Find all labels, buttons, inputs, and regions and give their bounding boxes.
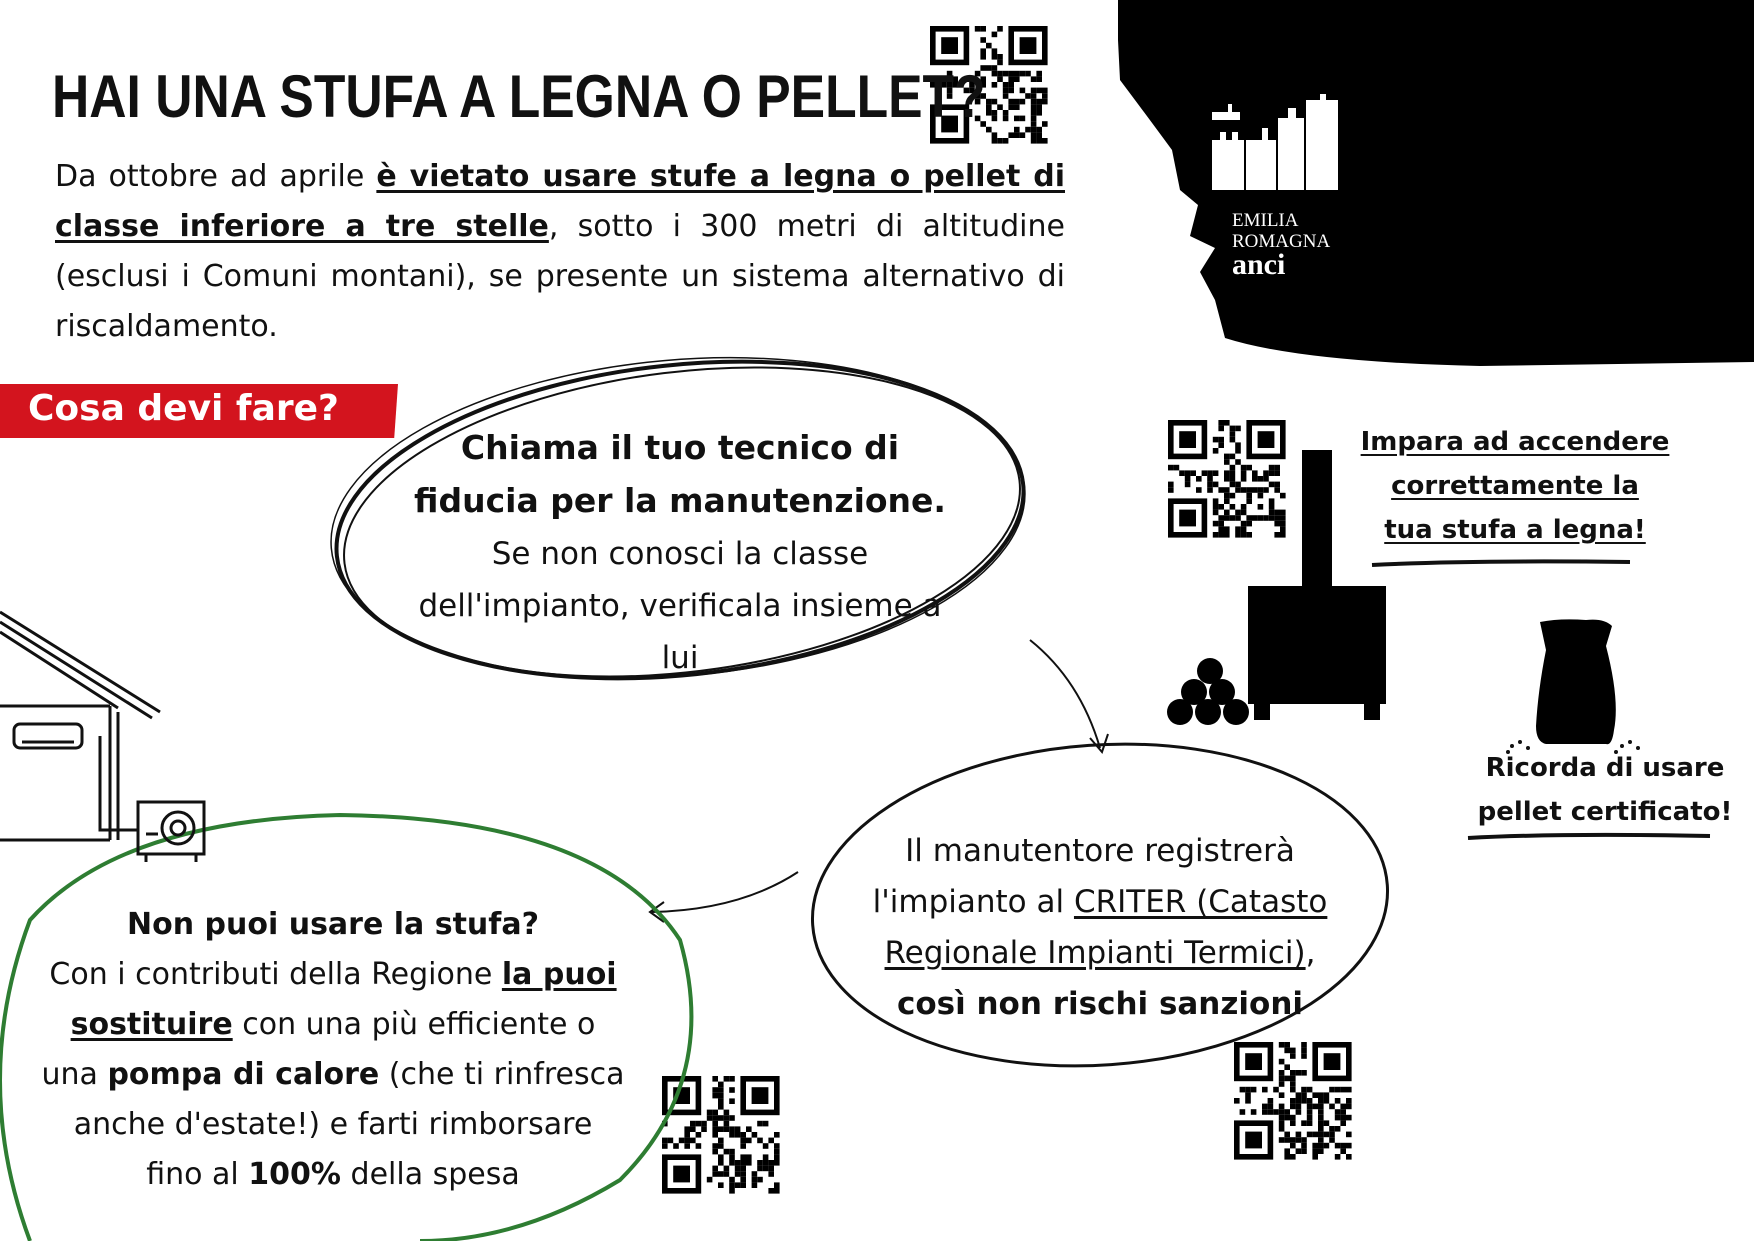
intro-text-1: Da ottobre ad aprile: [55, 159, 377, 194]
qr-code-icon: [1168, 420, 1286, 538]
impara-line-1: Impara ad accendere: [1360, 427, 1670, 457]
criter-line-2: l'impianto al: [872, 884, 1074, 920]
tecnico-line-3: Se non conosci la classe: [491, 536, 869, 572]
intro-highlight: è vietato usare stufe a legna o pellet di classe inferiore a tre stelle: [55, 159, 1065, 244]
ricorda-line-1: Ricorda di usare: [1485, 753, 1725, 783]
stufa-line-4: anche d'estate!) e farti rimborsare: [73, 1107, 593, 1142]
stufa-line-1: Con i contributi della Regione: [49, 957, 502, 992]
tecnico-line-1: Chiama il tuo tecnico di: [460, 428, 900, 467]
bubble-stufa: [18, 900, 648, 1200]
stufa-line-5c: della spesa: [340, 1157, 520, 1192]
arrow-down-icon: [1030, 640, 1100, 748]
cosa-devi-fare-label: Cosa devi fare?: [28, 388, 339, 429]
logo-line-3: anci: [1232, 248, 1286, 281]
stufa-line-3c: (che ti rinfresca: [379, 1057, 625, 1092]
criter-line-1: Il manutentore registrerà: [905, 833, 1295, 869]
impara-link[interactable]: [1340, 420, 1690, 552]
intro-text-2: , sotto i 300 metri di altitudine (esclusi i Comuni montani), se presente un sistema alternativo di riscaldamento.: [55, 209, 1065, 344]
logo-anci: [1232, 210, 1331, 281]
stufa-link-2: sostituire: [70, 1007, 233, 1042]
criter-comma: ,: [1305, 935, 1316, 971]
air-conditioner-icon: [14, 724, 82, 748]
stufa-link-1: la puoi: [501, 957, 617, 992]
heat-pump-icon: [138, 802, 204, 862]
page-title: HAI UNA STUFA A LEGNA O PELLET?: [52, 63, 986, 130]
impara-line-2: correttamente la: [1391, 471, 1639, 501]
stufa-question: Non puoi usare la stufa?: [127, 907, 539, 942]
tecnico-line-4: dell'impianto, verificala insieme a lui: [418, 588, 942, 676]
criter-line-4: così non rischi sanzioni: [896, 986, 1304, 1022]
wood-logs-icon: [1167, 658, 1249, 725]
stufa-line-5b: 100%: [248, 1157, 341, 1192]
criter-link-2[interactable]: Regionale Impianti Termici): [884, 935, 1306, 971]
bubble-tecnico: [400, 422, 960, 684]
tecnico-line-2: fiducia per la manutenzione.: [414, 481, 946, 520]
intro-paragraph: [55, 152, 1065, 352]
stufa-line-3b: pompa di calore: [107, 1057, 380, 1092]
ricorda-line-2: pellet certificato!: [1477, 797, 1733, 827]
arrow-left-icon: [652, 872, 798, 912]
logo-line-2: ROMAGNA: [1232, 231, 1331, 252]
qr-code-icon: [1234, 1042, 1352, 1160]
pellet-bag-icon: [1536, 619, 1616, 744]
bubble-criter: [850, 826, 1350, 1030]
impara-line-3: tua stufa a legna!: [1384, 515, 1646, 545]
logo-line-1: EMILIA: [1232, 210, 1299, 231]
ricorda-note: [1430, 746, 1754, 834]
criter-link-1[interactable]: CRITER (Catasto: [1073, 884, 1328, 920]
stufa-line-2: con una più efficiente o: [232, 1007, 596, 1042]
stufa-line-5a: fino al: [146, 1157, 249, 1192]
stufa-line-3a: una: [41, 1057, 108, 1092]
